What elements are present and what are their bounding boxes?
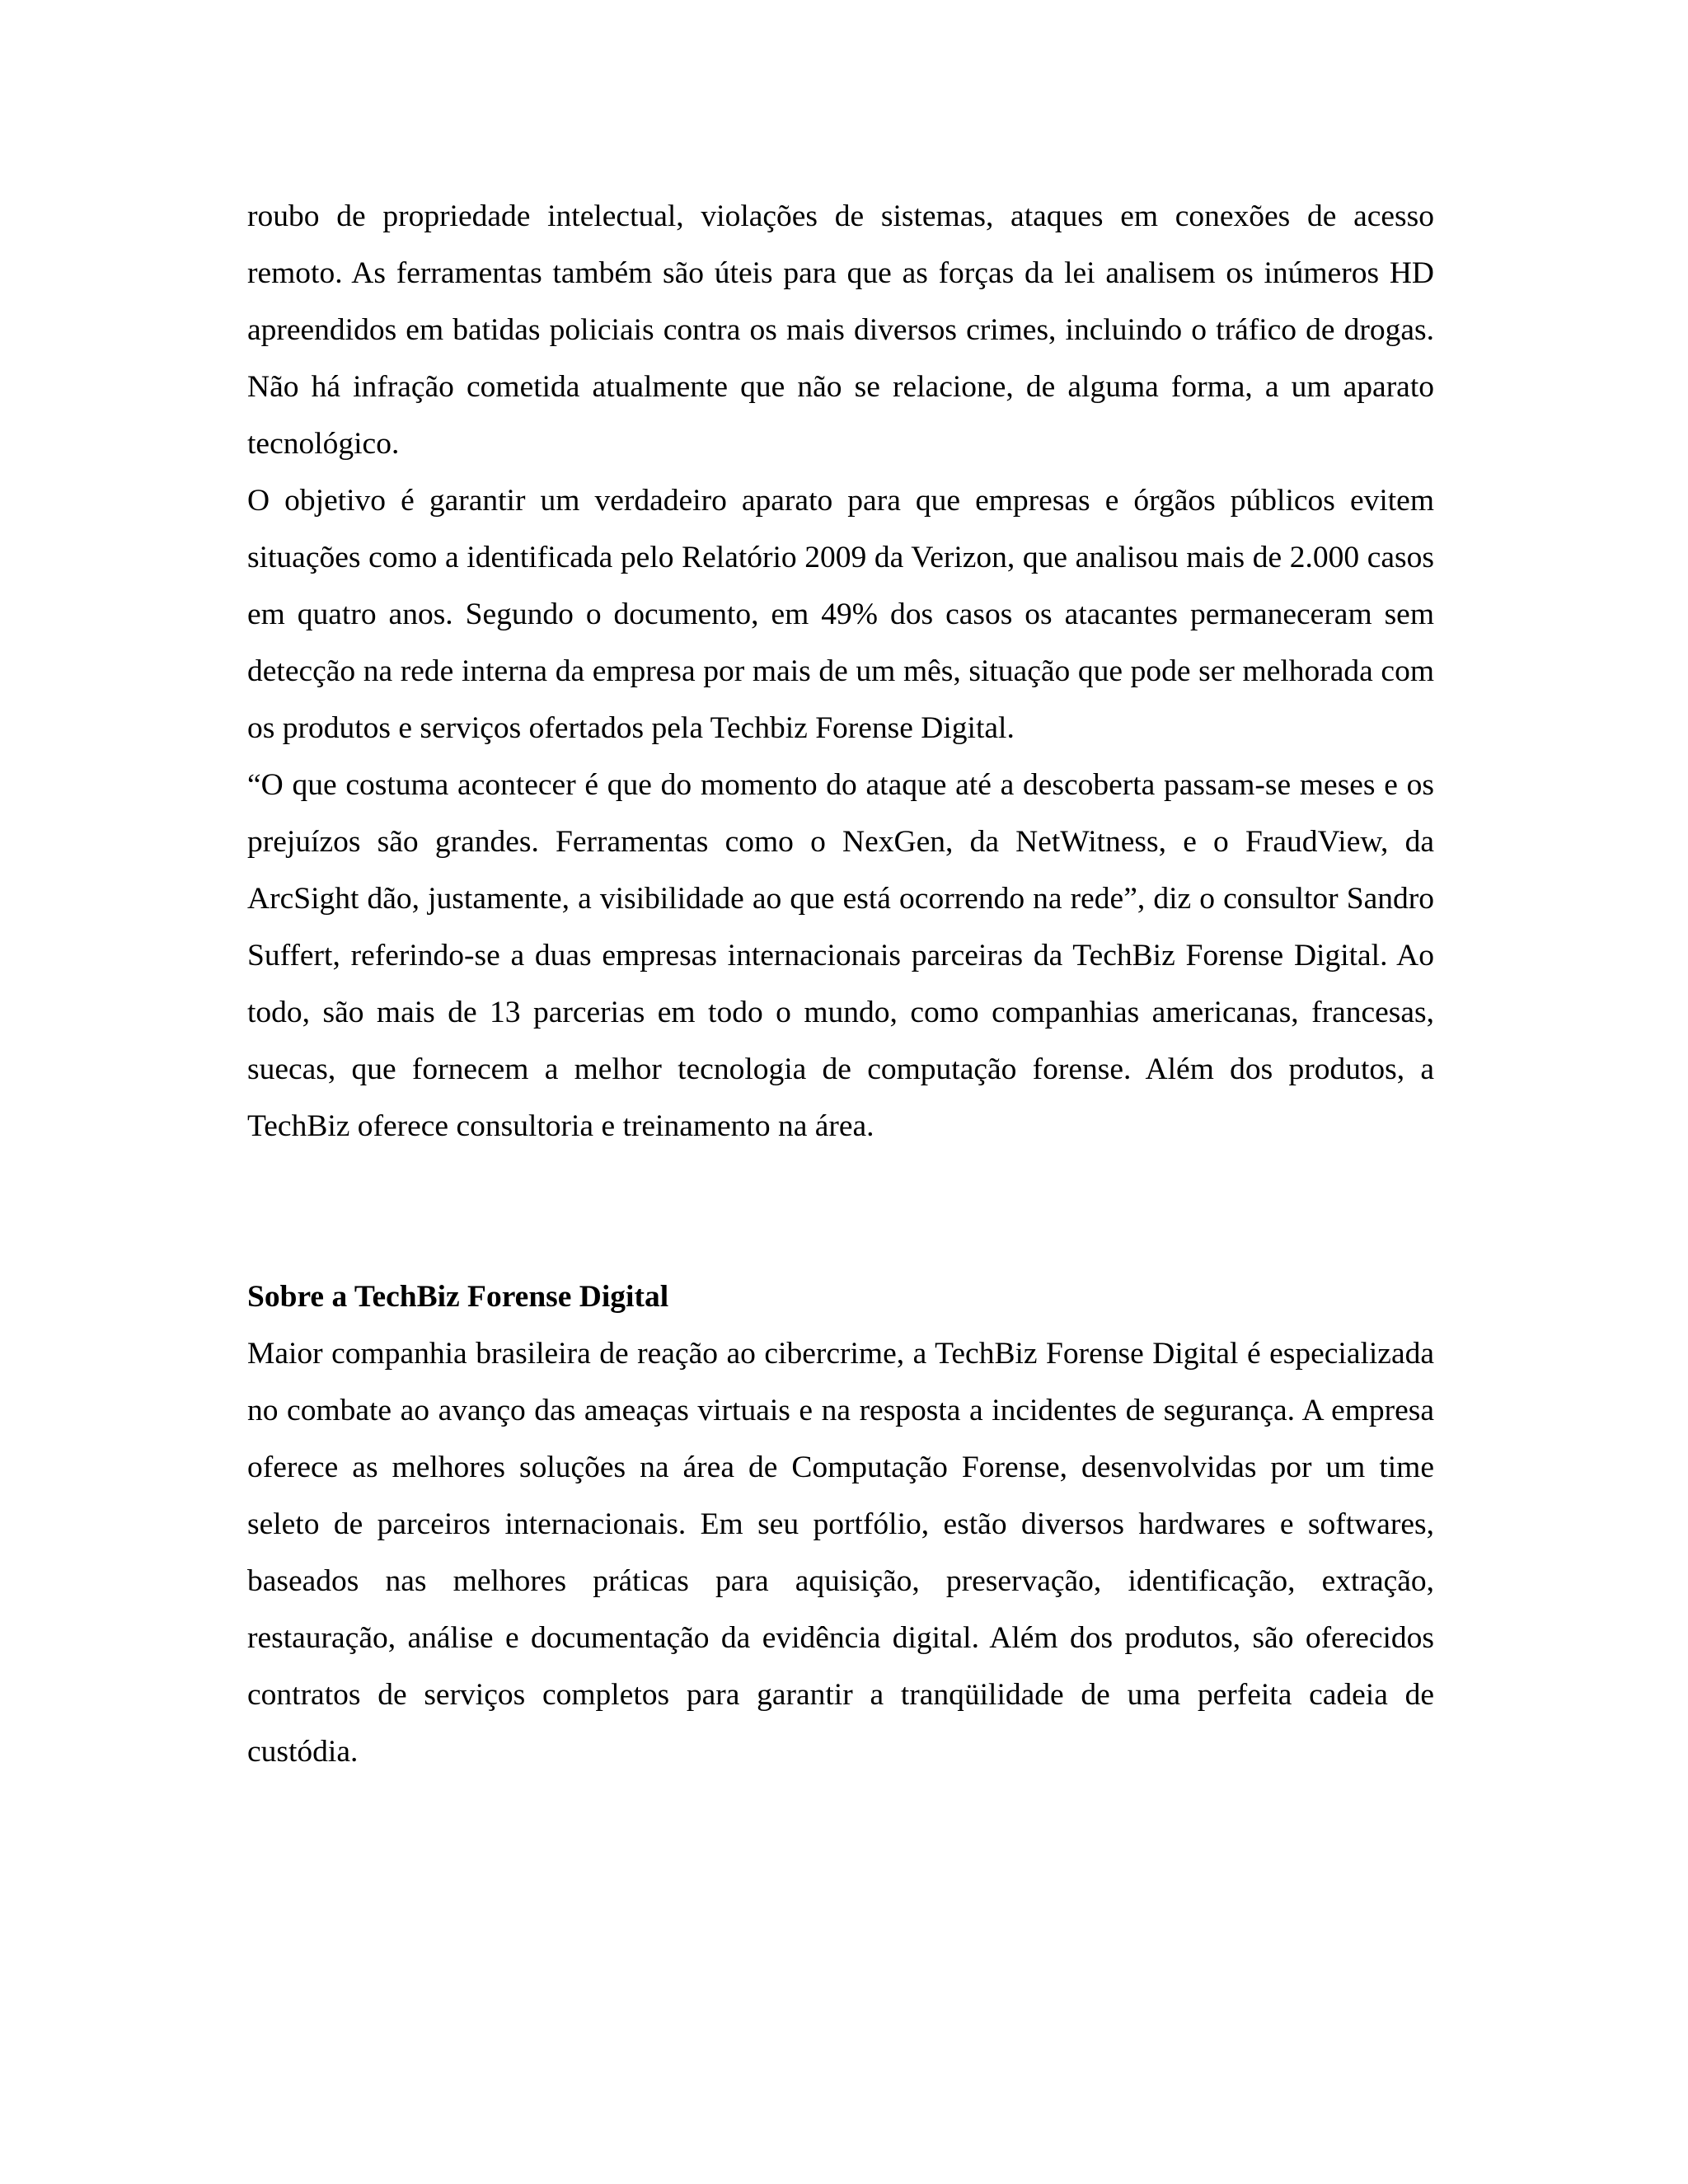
- about-section-text: Maior companhia brasileira de reação ao cibercrime, a TechBiz Forense Digital é especializada no combate ao avanço das ameaças virtuais e na resposta a incidentes de segurança. A empresa oferece as melhores soluções na área de Computação Forense, desenvolvidas por um time seleto de parceiros internacionais. Em seu portfólio, estão diversos hardwares e softwares, baseados nas melhores práticas para aquisição, preservação, identificação, extração, restauração, análise e documentação da evidência digital. Além dos produtos, são oferecidos contratos de serviços completos para garantir a tranqüilidade de uma perfeita cadeia de custódia.: [247, 1337, 1434, 1769]
- paragraph-consultant-quote: “O que costuma acontecer é que do momento do ataque até a descoberta passam-se meses e os prejuízos são grandes. Ferramentas como o NexGen, da NetWitness, e o FraudView, da ArcSight dão, justamente, a visibilidade ao que está ocorrendo na rede”, diz o consultor Sandro Suffert, referindo-se a duas empresas internacionais parceiras da TechBiz Forense Digital. Ao todo, são mais de 13 parcerias em todo o mundo, como companhias americanas, francesas, suecas, que fornecem a melhor tecnologia de computação forense. Além dos produtos, a TechBiz oferece consultoria e treinamento na área.: [247, 768, 1434, 1143]
- document-body: [247, 188, 1434, 1780]
- section-spacer: [247, 1155, 1434, 1268]
- paragraph-intellectual-property: roubo de propriedade intelectual, violações de sistemas, ataques em conexões de acesso remoto. As ferramentas também são úteis para que as forças da lei analisem os inúmeros HD apreendidos em batidas policiais contra os mais diversos crimes, incluindo o tráfico de drogas. Não há infração cometida atualmente que não se relacione, de alguma forma, a um aparato tecnológico.: [247, 199, 1434, 461]
- paragraph-objective: O objetivo é garantir um verdadeiro aparato para que empresas e órgãos públicos evitem situações como a identificada pelo Relatório 2009 da Verizon, que analisou mais de 2.000 casos em quatro anos. Segundo o documento, em 49% dos casos os atacantes permaneceram sem detecção na rede interna da empresa por mais de um mês, situação que pode ser melhorada com os produtos e serviços ofertados pela Techbiz Forense Digital.: [247, 484, 1434, 745]
- about-section-title: Sobre a TechBiz Forense Digital: [247, 1280, 669, 1314]
